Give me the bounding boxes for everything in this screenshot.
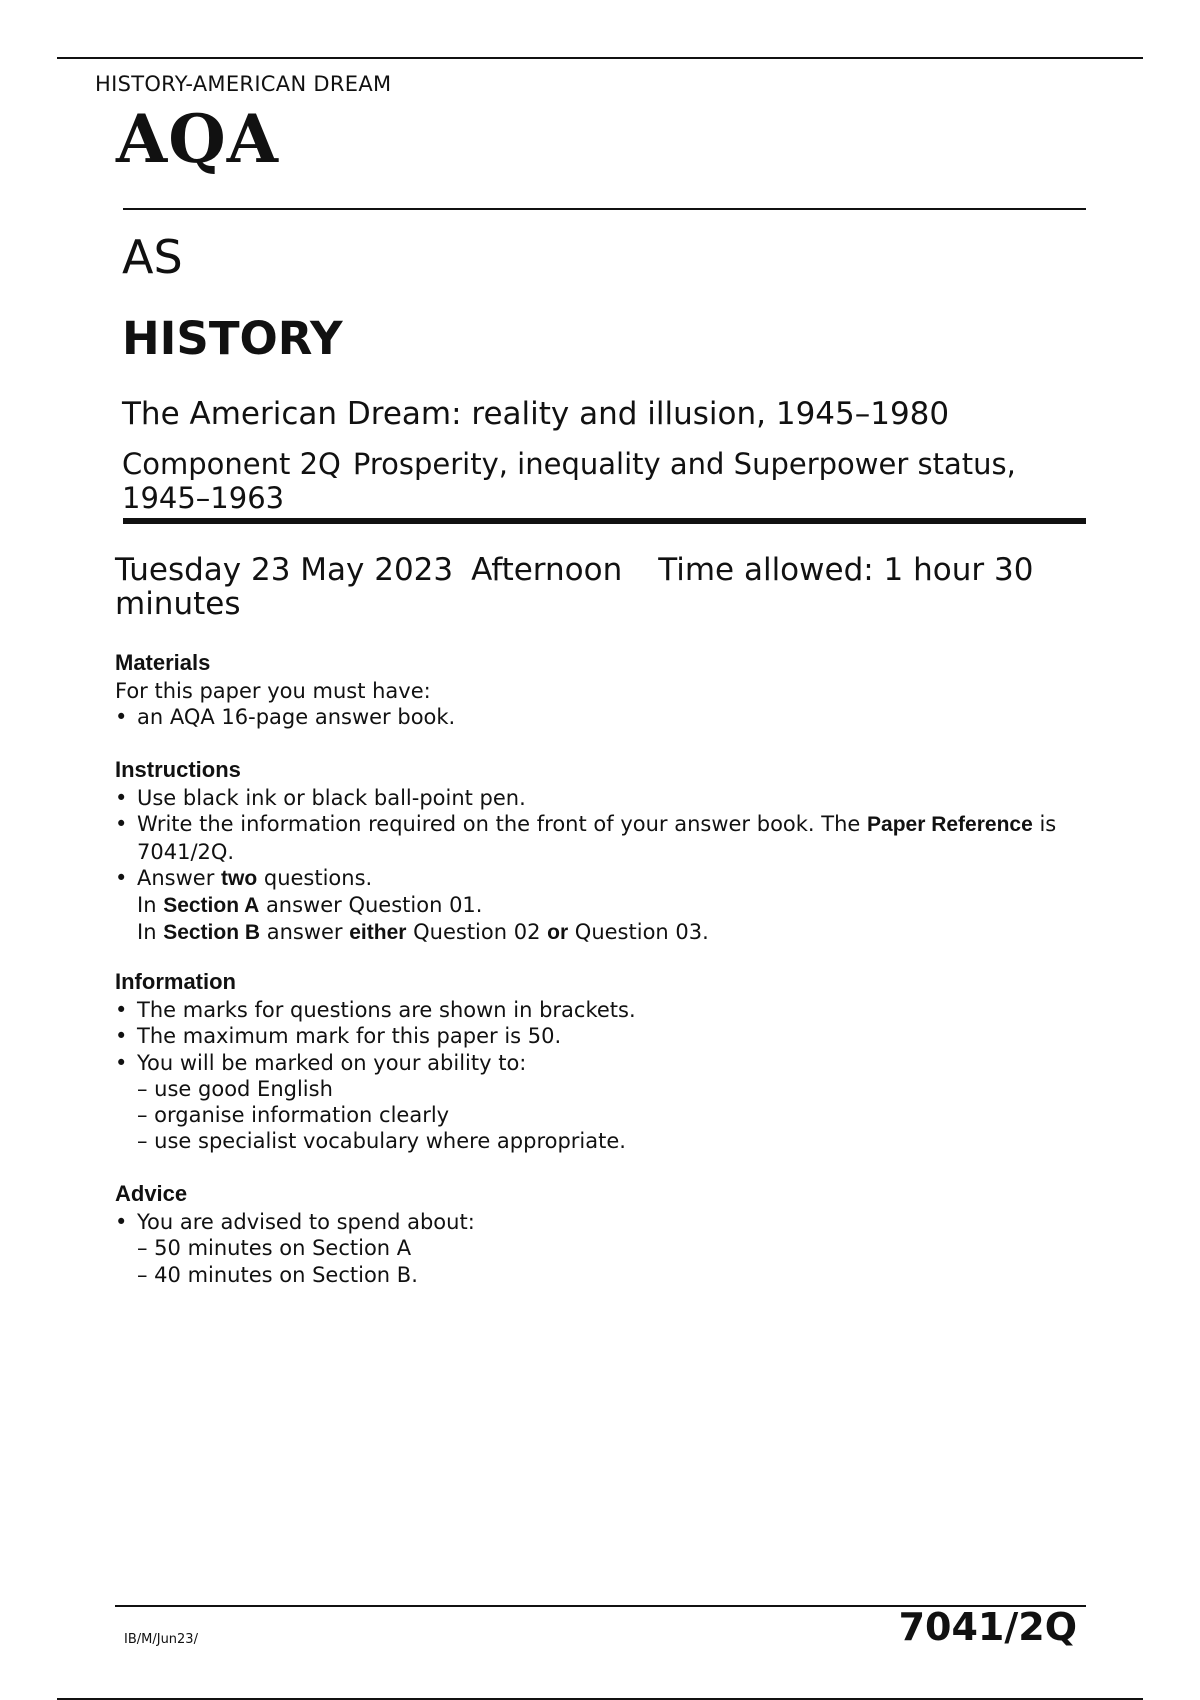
advice-heading: Advice [115,1181,188,1206]
sub-item: – 40 minutes on Section B. [137,1262,418,1287]
exam-date: Tuesday 23 May 2023 [115,552,454,588]
exam-session: Afternoon [471,552,623,588]
information-section [115,969,1075,1155]
list-item: • an AQA 16-page answer book. [115,704,1075,730]
list-item: • Write the information required on the front of your answer book. The Paper Reference is 7041/2Q. [115,811,1075,865]
subject-title: HISTORY [122,312,343,365]
instructions-section [115,757,1075,947]
sub-item: – use good English [137,1076,333,1101]
footer-reference: IB/M/Jun23/ [124,1632,198,1647]
top-rule [57,57,1143,59]
sub-item: – use specialist vocabulary where appropriate. [137,1129,626,1154]
logo-divider [123,208,1086,210]
list-item: • You are advised to spend about: – 50 minutes on Section A – 40 minutes on Section B. [115,1209,1075,1288]
component-code: Component 2Q [122,447,341,481]
advice-list [115,1209,1075,1288]
instructions-list [115,785,1075,947]
list-item: • Use black ink or black ball-point pen. [115,785,1075,811]
aqa-logo: AQA [116,100,279,178]
information-heading: Information [115,969,236,994]
title-divider [123,518,1086,524]
sub-item: – 50 minutes on Section A [137,1236,412,1261]
list-item: • You will be marked on your ability to: – use good English – organise information clearly – use specialist vocabulary where appropriate. [115,1050,1075,1155]
exam-schedule [115,553,1075,621]
materials-heading: Materials [115,650,211,675]
paper-title: The American Dream: reality and illusion, 1945–1980 [122,396,950,432]
header-label: HISTORY-AMERICAN DREAM [95,72,392,96]
materials-list [115,704,1075,730]
list-item: • Answer two questions. In Section A answer Question 01. In Section B answer either Question 02 or Question 03. [115,865,1075,947]
list-item: • The marks for questions are shown in brackets. [115,997,1075,1023]
materials-section [115,650,1075,730]
time-allowed: Time allowed: 1 hour 30 minutes [115,552,1034,622]
sub-item: – organise information clearly [137,1103,450,1128]
materials-intro: For this paper you must have: [115,679,431,703]
paper-code: 7041/2Q [898,1605,1077,1649]
component-name: Prosperity, inequality and Superpower status, 1945–1963 [122,447,1016,515]
list-item: • The maximum mark for this paper is 50. [115,1023,1075,1049]
component-title [122,447,1082,515]
instructions-heading: Instructions [115,757,241,782]
information-list [115,997,1075,1155]
advice-section [115,1181,1075,1288]
qualification-level: AS [122,230,183,284]
